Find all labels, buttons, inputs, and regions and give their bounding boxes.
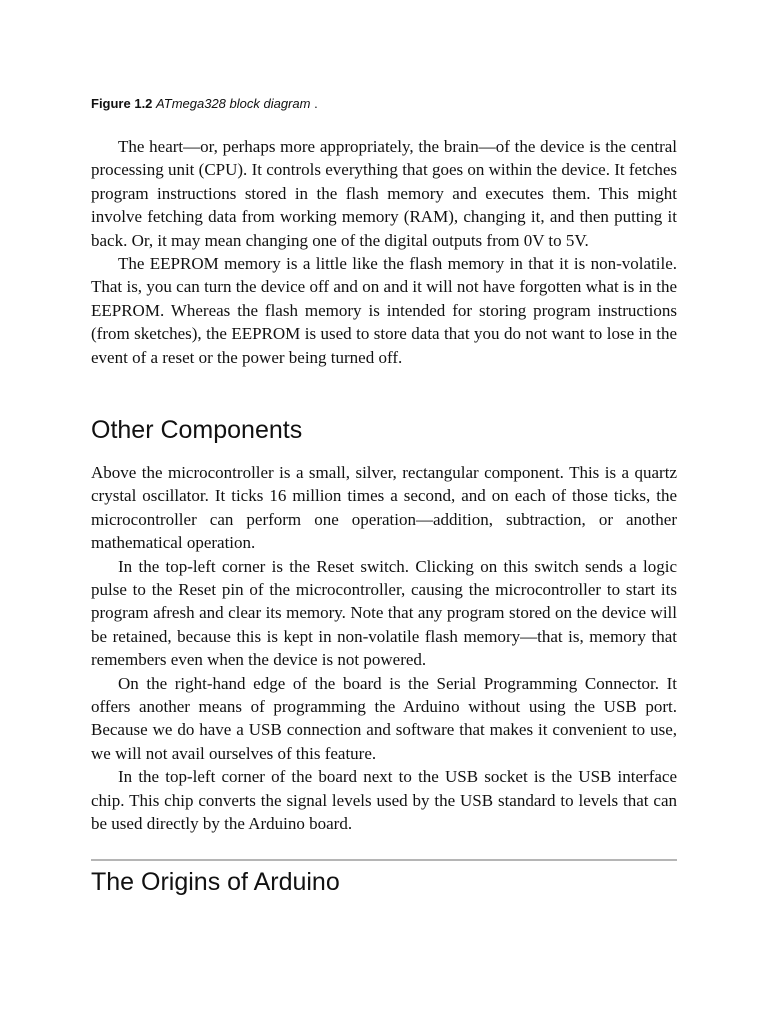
section-divider [91,859,677,861]
paragraph-eeprom: The EEPROM memory is a little like the flash memory in that it is non-volatile. That is, you can turn the device off and on and it will not have forgotten what is in the EEPROM. Whereas the flash memory is intended for storing program instructions (from sketches), the EEPROM is used to store data that you do not want to lose in the event of a reset or the power being turned off. [91,254,677,367]
paragraph-crystal-oscillator: Above the microcontroller is a small, silver, rectangular component. This is a quartz crystal oscillator. It ticks 16 million times a second, and on each of those ticks, the microcontroller can perform one operation—addition, subtraction, or another mathematical operation. [91,463,677,553]
paragraph-serial-programming: On the right-hand edge of the board is the Serial Programming Connector. It offers another means of programming the Arduino without using the USB port. Because we do have a USB connection and software that makes it convenient to use, we will not avail ourselves of this feature. [91,673,677,763]
heading-other-components: Other Components [91,416,303,444]
heading-origins-of-arduino: The Origins of Arduino [91,868,340,896]
figure-number: Figure 1.2 [91,96,153,111]
other-components-paragraphs [91,461,677,836]
paragraph-reset-switch: In the top-left corner is the Reset switch. Clicking on this switch sends a logic pulse to the Reset pin of the microcontroller, causing the microcontroller to start its program afresh and clear its memory. Note that any program stored on the device will be retained, because this is kept in non-volatile flash memory—that is, memory that remembers even when the device is not powered. [91,556,677,670]
paragraph-cpu: The heart—or, perhaps more appropriately, the brain—of the device is the central processing unit (CPU). It controls everything that goes on within the device. It fetches program instructions stored in the flash memory and executes them. This might involve fetching data from working memory (RAM), changing it, and then putting it back. Or, it may mean changing one of the digital outputs from 0V to 5V. [91,137,677,250]
figure-title: ATmega328 block diagram [156,96,311,111]
intro-paragraphs [91,135,677,369]
paragraph-usb-chip: In the top-left corner of the board next to the USB socket is the USB interface chip. This chip converts the signal levels used by the USB standard to levels that can be used directly by the Arduino board. [91,767,677,834]
figure-caption-suffix: . [314,96,318,111]
figure-caption [91,96,318,111]
